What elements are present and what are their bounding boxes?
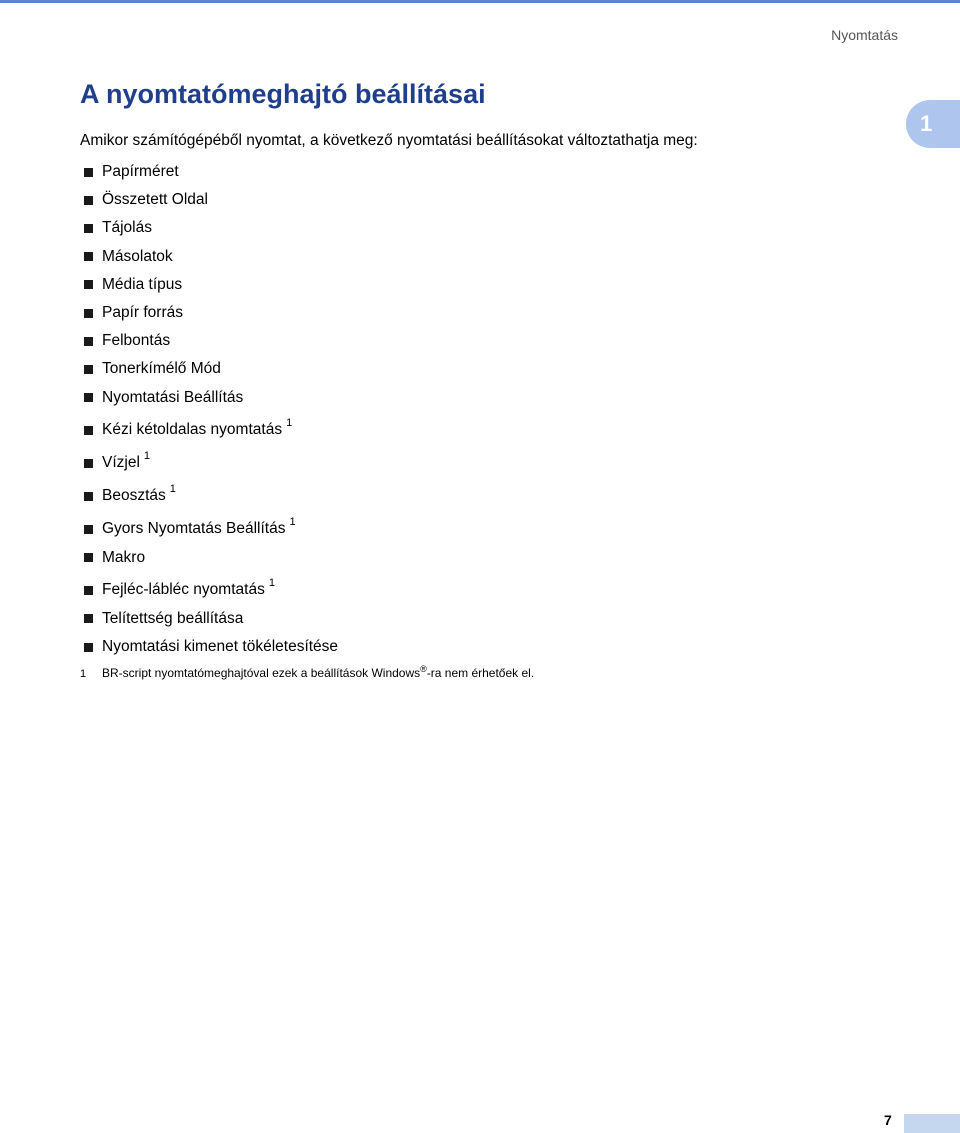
list-item: [84, 633, 338, 661]
footnote-text: BR-script nyomtatómeghajtóval ezek a beállítások Windows: [102, 666, 421, 680]
page-title: A nyomtatómeghajtó beállításai: [80, 79, 486, 109]
list-item: [84, 186, 338, 214]
list-item-label: Tájolás: [102, 219, 152, 237]
footnote-reference: 1: [268, 577, 275, 590]
bullet-square-icon: [84, 426, 93, 435]
footnote-text-end: -ra nem érhetőek el.: [426, 666, 535, 680]
bullet-square-icon: [84, 337, 93, 346]
list-item-label: Papírméret: [102, 163, 179, 181]
chapter-tab: 1: [906, 100, 960, 148]
list-item-label: Nyomtatási kimenet tökéletesítése: [102, 638, 339, 656]
list-item: [84, 384, 338, 412]
list-item: [84, 355, 338, 383]
list-item-label: Papír forrás: [102, 304, 183, 322]
list-item-label: Telítettség beállítása: [102, 609, 244, 627]
list-item-label: Másolatok: [102, 247, 173, 265]
footnote-reference: 1: [169, 483, 176, 496]
running-header: Nyomtatás: [831, 27, 898, 43]
list-item: [84, 544, 338, 572]
footnote-number: 1: [80, 668, 87, 680]
registered-mark: ®: [420, 664, 427, 674]
list-item: [84, 158, 338, 186]
bullet-square-icon: [84, 492, 93, 501]
list-item: [84, 243, 338, 271]
list-item: [84, 605, 338, 633]
bullet-square-icon: [84, 224, 93, 233]
list-item: [84, 299, 338, 327]
top-rule: [0, 0, 960, 3]
list-item-label: Kézi kétoldalas nyomtatás: [102, 421, 283, 439]
list-item-label: Tonerkímélő Mód: [102, 360, 221, 378]
list-item: [84, 445, 338, 478]
bullet-square-icon: [84, 586, 93, 595]
bullet-square-icon: [84, 309, 93, 318]
bullet-square-icon: [84, 525, 93, 534]
bullet-square-icon: [84, 252, 93, 261]
list-item-label: Makro: [102, 548, 146, 566]
bullet-square-icon: [84, 168, 93, 177]
list-item: [84, 214, 338, 242]
bullet-square-icon: [84, 614, 93, 623]
footnote: [80, 666, 534, 680]
list-item-label: Média típus: [102, 275, 183, 293]
list-item-label: Összetett Oldal: [102, 191, 208, 209]
list-item-label: Nyomtatási Beállítás: [102, 388, 244, 406]
list-item-label: Beosztás: [102, 487, 166, 505]
list-item: [84, 271, 338, 299]
page-number-box: [904, 1114, 960, 1133]
bullet-square-icon: [84, 643, 93, 652]
list-item: [84, 572, 338, 605]
footnote-reference: 1: [286, 417, 293, 430]
list-item-label: Felbontás: [102, 332, 171, 350]
bullet-square-icon: [84, 393, 93, 402]
list-item-label: Gyors Nyomtatás Beállítás: [102, 520, 286, 538]
bullet-square-icon: [84, 459, 93, 468]
bullet-square-icon: [84, 280, 93, 289]
intro-paragraph: Amikor számítógépéből nyomtat, a következő nyomtatási beállításokat változtathatja meg:: [80, 132, 698, 149]
settings-list: [84, 158, 338, 661]
list-item: [84, 511, 338, 544]
footnote-reference: 1: [289, 516, 296, 529]
page-number: 7: [884, 1112, 892, 1128]
bullet-square-icon: [84, 365, 93, 374]
list-item: [84, 412, 338, 445]
list-item-label: Fejléc-lábléc nyomtatás: [102, 581, 265, 599]
list-item: [84, 327, 338, 355]
bullet-square-icon: [84, 196, 93, 205]
list-item: [84, 478, 338, 511]
footnote-reference: 1: [143, 450, 151, 463]
list-item-label: Vízjel: [102, 454, 140, 472]
bullet-square-icon: [84, 553, 93, 562]
